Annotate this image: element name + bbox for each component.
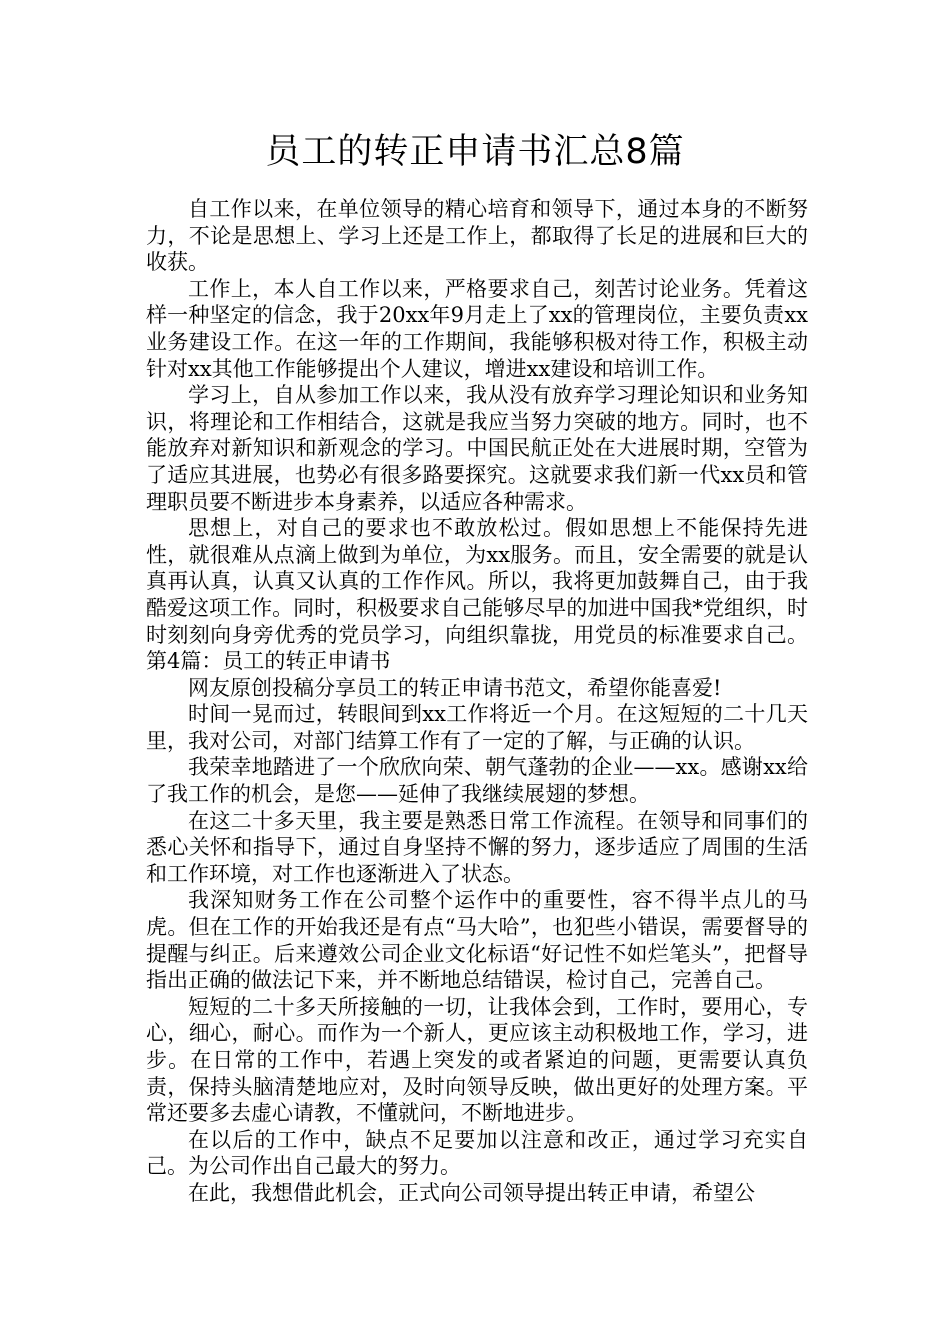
document-title: 员工的转正申请书汇总8篇 bbox=[265, 132, 685, 172]
paragraph: 思想上，对自己的要求也不敢放松过。假如思想上不能保持先进性，就很难从点滴上做到为单位，为xx服务。而且，安全需要的就是认真再认真，认真又认真的工作作风。所以，我将更加鼓舞自己，由于我酷爱这项工作。同时，积极要求自己能够尽早的加进中国我*党组织，时时刻刻向身旁优秀的党员学习，向组织靠拢，用党员的标准要求自己。第4篇：员工的转正申请书 bbox=[146, 516, 808, 674]
paragraph: 自工作以来，在单位领导的精心培育和领导下，通过本身的不断努力，不论是思想上、学习上还是工作上，都取得了长足的进展和巨大的收获。 bbox=[146, 197, 808, 275]
paragraph: 我荣幸地踏进了一个欣欣向荣、朝气蓬勃的企业——xx。感谢xx给了我工作的机会，是您——延伸了我继续展翅的梦想。 bbox=[146, 755, 808, 807]
paragraph: 在这二十多天里，我主要是熟悉日常工作流程。在领导和同事们的悉心关怀和指导下，通过自身坚持不懈的努力，逐步适应了周围的生活和工作环境，对工作也逐渐进入了状态。 bbox=[146, 808, 808, 886]
paragraph: 我深知财务工作在公司整个运作中的重要性，容不得半点儿的马虎。但在工作的开始我还是有点“马大哈”，也犯些小错误，需要督导的提醒与纠正。后来遵效公司企业文化标语“好记性不如烂笔头”，把督导指出正确的做法记下来，并不断地总结错误，检讨自己，完善自己。 bbox=[146, 888, 808, 993]
paragraph: 学习上，自从参加工作以来，我从没有放弃学习理论知识和业务知识，将理论和工作相结合，这就是我应当努力突破的地方。同时，也不能放弃对新知识和新观念的学习。中国民航正处在大进展时期，空管为了适应其进展，也势必有很多路要探究。这就要求我们新一代xx员和管理职员要不断进步本身素养，以适应各种需求。 bbox=[146, 383, 808, 514]
paragraph: 网友原创投稿分享员工的转正申请书范文，希望你能喜爱! bbox=[188, 675, 722, 700]
paragraph: 短短的二十多天所接触的一切，让我体会到，工作时，要用心，专心，细心，耐心。而作为一个新人，更应该主动积极地工作，学习，进步。在日常的工作中，若遇上突发的或者紧迫的问题，更需要认真负责，保持头脑清楚地应对，及时向领导反映，做出更好的处理方案。平常还要多去虚心请教，不懂就问，不断地进步。 bbox=[146, 994, 808, 1126]
document-body bbox=[146, 196, 808, 1207]
paragraph: 时间一晃而过，转眼间到xx工作将近一个月。在这短短的二十几天里，我对公司，对部门结算工作有了一定的了解，与正确的认识。 bbox=[146, 702, 808, 753]
paragraph: 在以后的工作中，缺点不足要加以注意和改正，通过学习充实自己。为公司作出自己最大的努力。 bbox=[146, 1127, 808, 1179]
paragraph: 工作上，本人自工作以来，严格要求自己，刻苦讨论业务。凭着这样一种坚定的信念，我于20xx年9月走上了xx的管理岗位，主要负责xx业务建设工作。在这一年的工作期间，我能够积极对待工作，积极主动针对xx其他工作能够提出个人建议，增进xx建设和培训工作。 bbox=[146, 276, 808, 381]
paragraph: 在此，我想借此机会，正式向公司领导提出转正申请，希望公 bbox=[188, 1180, 755, 1205]
